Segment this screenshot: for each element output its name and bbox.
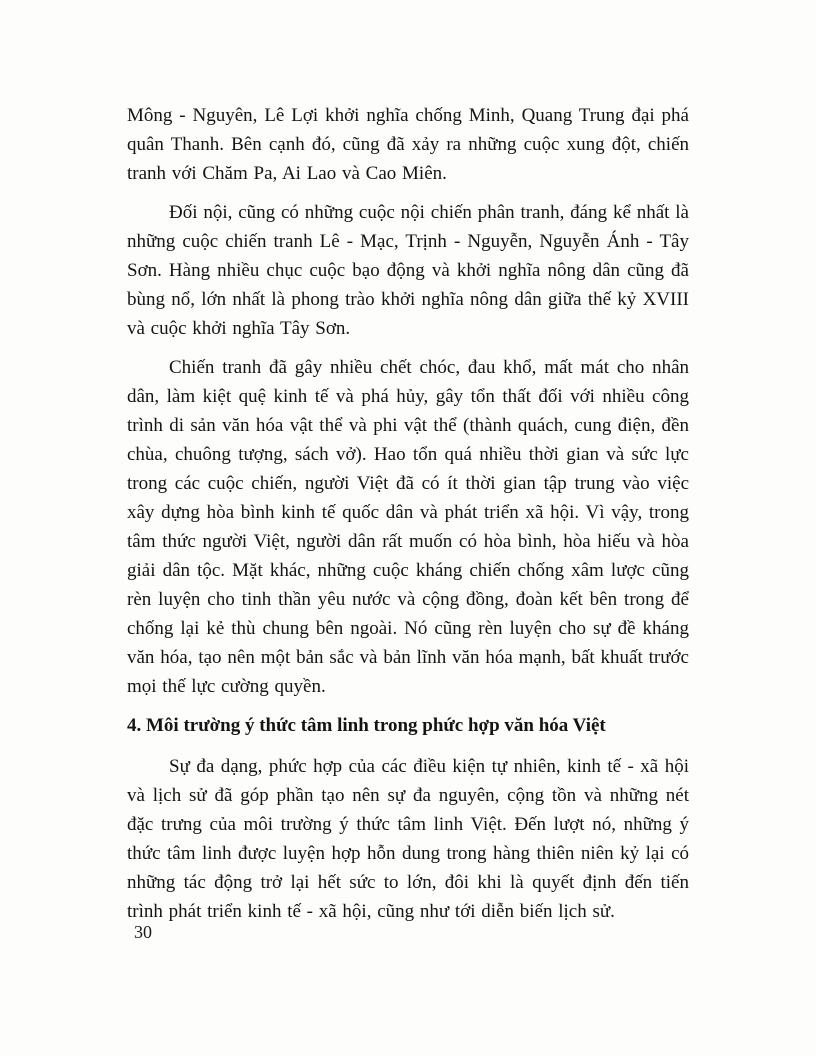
page-number: 30 (134, 922, 152, 942)
paragraph-spiritual-diversity: Sự đa dạng, phức hợp của các điều kiện tự nhiên, kinh tế - xã hội và lịch sử đã góp phần tạo nên sự đa nguyên, cộng tồn và những nét đặc trưng của môi trường ý thức tâm linh Việt. Đến lượt nó, những ý thức tâm linh được luyện hợp hỗn dung trong hàng thiên niên kỷ lại có những tác động trở lại hết sức to lớn, đôi khi là quyết định đến tiến trình phát triển kinh tế - xã hội, cũng như tới diễn biến lịch sử. (127, 756, 689, 922)
paragraph-internal-conflicts: Đối nội, cũng có những cuộc nội chiến phân tranh, đáng kể nhất là những cuộc chiến tranh Lê - Mạc, Trịnh - Nguyễn, Nguyễn Ánh - Tây Sơn. Hàng nhiều chục cuộc bạo động và khởi nghĩa nông dân cũng đã bùng nổ, lớn nhất là phong trào khởi nghĩa nông dân giữa thế kỷ XVIII và cuộc khởi nghĩa Tây Sơn. (127, 202, 689, 339)
paragraph-war-history-continuation: Mông - Nguyên, Lê Lợi khởi nghĩa chống Minh, Quang Trung đại phá quân Thanh. Bên cạnh đó, cũng đã xảy ra những cuộc xung đột, chiến tranh với Chăm Pa, Ai Lao và Cao Miên. (127, 105, 689, 184)
section-heading-spiritual-environment: 4. Môi trường ý thức tâm linh trong phức hợp văn hóa Việt (127, 715, 606, 736)
paragraph-war-consequences: Chiến tranh đã gây nhiều chết chóc, đau khổ, mất mát cho nhân dân, làm kiệt quệ kinh tế và phá hủy, gây tổn thất đối với nhiều công trình di sản văn hóa vật thể và phi vật thể (thành quách, cung điện, đền chùa, chuông tượng, sách vở). Hao tổn quá nhiều thời gian và sức lực trong các cuộc chiến, người Việt đã có ít thời gian tập trung vào việc xây dựng hòa bình kinh tế quốc dân và phát triển xã hội. Vì vậy, trong tâm thức người Việt, người dân rất muốn có hòa bình, hòa hiếu và hòa giải dân tộc. Mặt khác, những cuộc kháng chiến chống xâm lược cũng rèn luyện cho tinh thần yêu nước và cộng đồng, đoàn kết bên trong để chống lại kẻ thù chung bên ngoài. Nó cũng rèn luyện cho sự đề kháng văn hóa, tạo nên một bản sắc và bản lĩnh văn hóa mạnh, bất khuất trước mọi thế lực cường quyền. (127, 357, 689, 697)
page-body (127, 101, 689, 936)
